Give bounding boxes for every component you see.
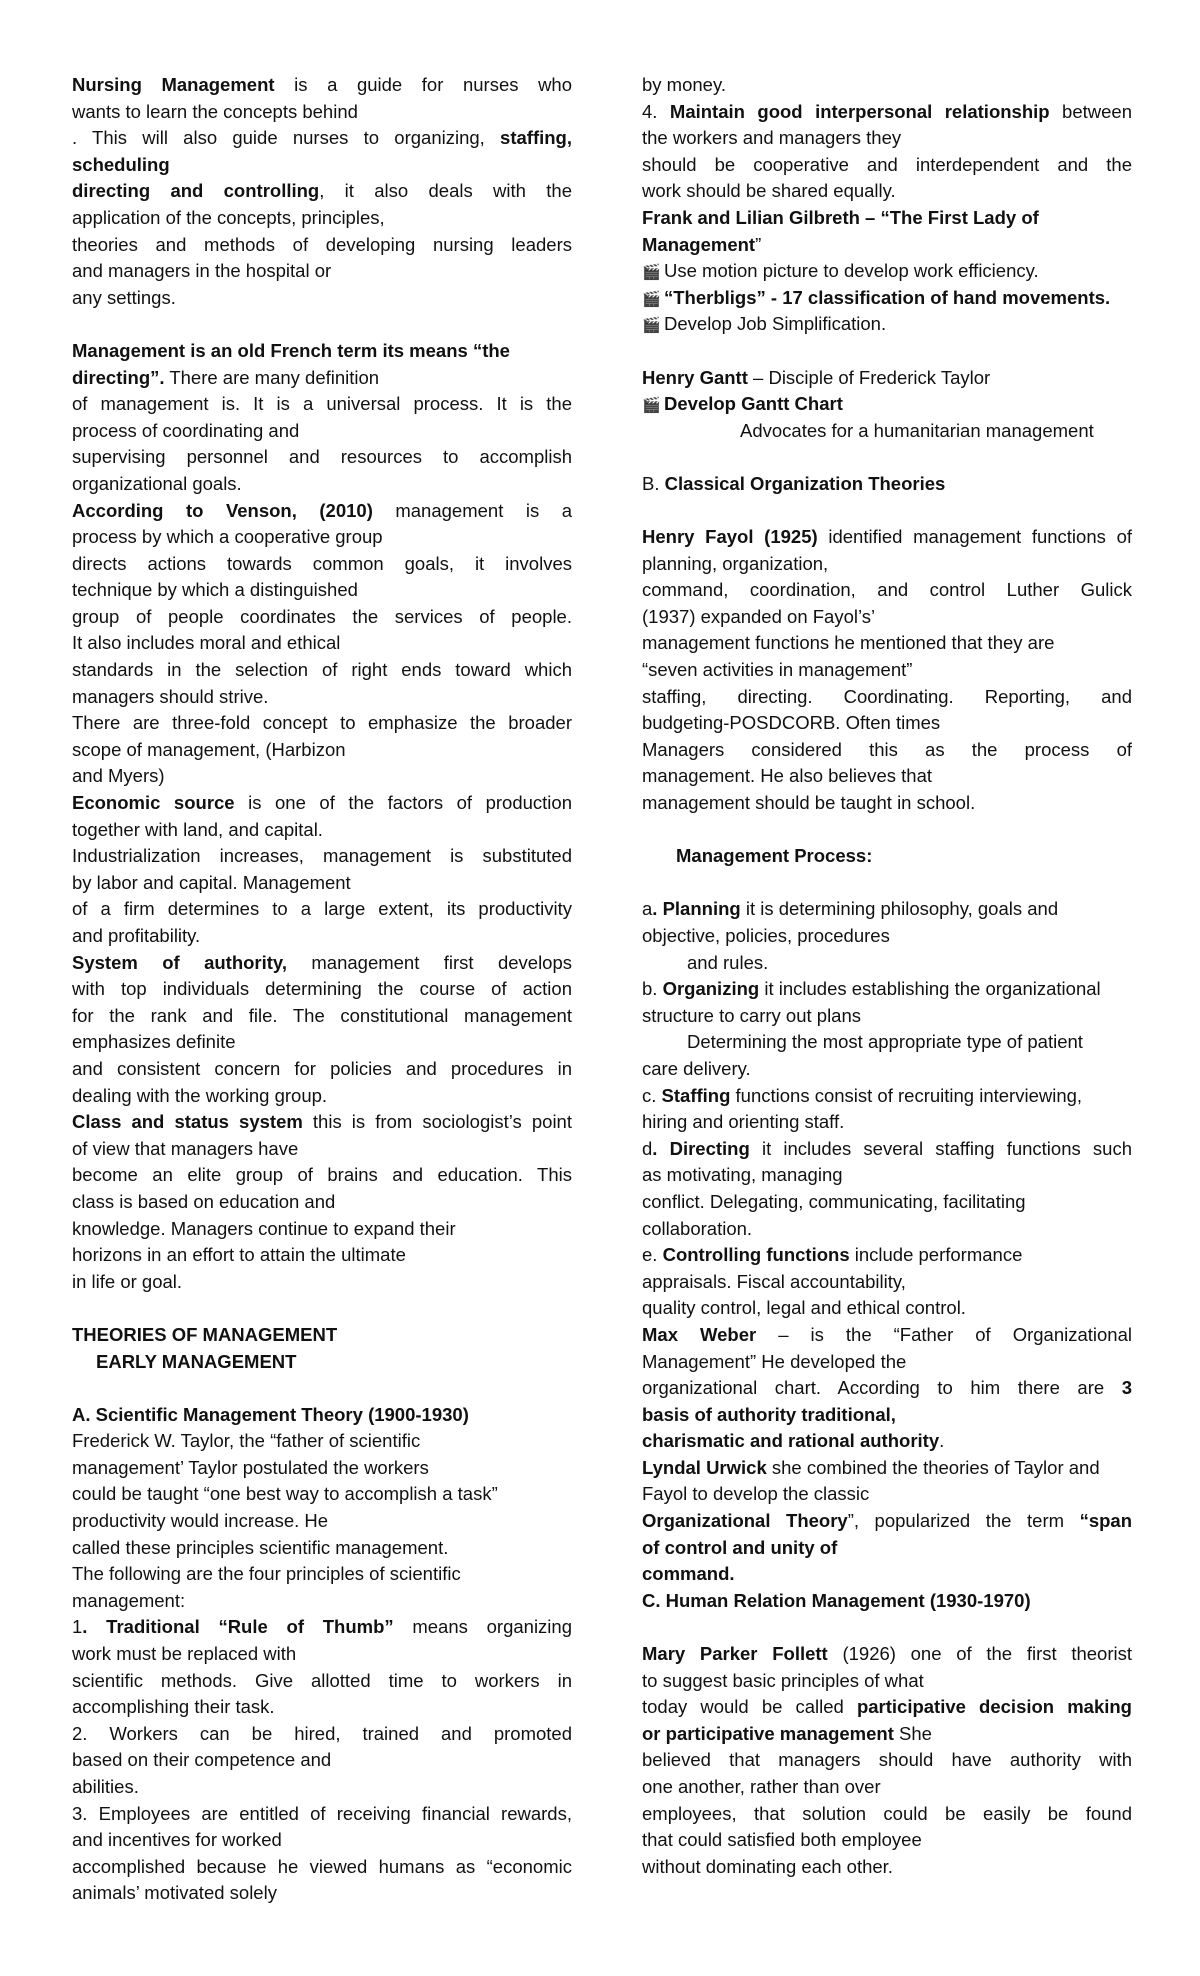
text-line: planning, organization, xyxy=(642,552,829,574)
text-line: horizons in an effort to attain the ultimate xyxy=(72,1244,406,1266)
text-line: Management Process: xyxy=(676,845,873,867)
text-line: of control and unity of xyxy=(642,1536,838,1558)
text-line: directing and controlling, it also deals with the xyxy=(72,180,572,202)
text-line: directing”. There are many definition xyxy=(72,366,380,388)
text-line: emphasizes definite xyxy=(72,1031,236,1053)
left-column xyxy=(72,72,572,1907)
text-line: and profitability. xyxy=(72,925,201,946)
text-line: knowledge. Managers continue to expand their xyxy=(72,1217,456,1239)
text-line: based on their competence and xyxy=(72,1749,332,1771)
text-line: productivity would increase. He xyxy=(72,1510,329,1532)
blank-line xyxy=(642,1614,1132,1641)
text-line: Lyndal Urwick she combined the theories of Taylor and xyxy=(642,1456,1100,1478)
text-line: . This will also guide nurses to organizing, staffing, xyxy=(72,127,572,149)
text-line: standards in the selection of right ends toward which xyxy=(72,659,572,681)
text-line: scheduling xyxy=(72,153,170,175)
text-line: charismatic and rational authority. xyxy=(642,1430,945,1452)
text-line: by labor and capital. Management xyxy=(72,871,351,893)
text-line: for the rank and file. The constitutional management xyxy=(72,1004,572,1026)
text-line: It also includes moral and ethical xyxy=(72,632,341,654)
text-line: or participative management She xyxy=(642,1722,932,1744)
text-line: supervising personnel and resources to accomplish xyxy=(72,446,572,468)
text-line: without dominating each other. xyxy=(642,1855,893,1877)
text-line: Economic source is one of the factors of production xyxy=(72,792,572,814)
text-line: of view that managers have xyxy=(72,1137,299,1159)
text-line: EARLY MANAGEMENT xyxy=(96,1350,297,1372)
text-line: Managers considered this as the process of xyxy=(642,738,1132,760)
text-line: theories and methods of developing nursing leaders xyxy=(72,233,572,255)
text-line: process of coordinating and xyxy=(72,419,300,441)
text-line: management should be taught in school. xyxy=(642,792,976,814)
blank-line xyxy=(72,1375,572,1402)
text-line: scope of management, (Harbizon xyxy=(72,738,346,760)
text-line: that could satisfied both employee xyxy=(642,1829,922,1851)
text-line: objective, policies, procedures xyxy=(642,925,890,946)
text-line: in life or goal. xyxy=(72,1270,183,1292)
text-line: The following are the four principles of scientific xyxy=(72,1563,461,1585)
text-line: 🎬 “Therbligs” - 17 classification of hand movements. xyxy=(642,286,1111,308)
text-line: Class and status system this is from sociologist’s point xyxy=(72,1111,572,1133)
text-line: Advocates for a humanitarian management xyxy=(740,419,1094,441)
text-line: management. He also believes that xyxy=(642,765,933,787)
text-line: collaboration. xyxy=(642,1217,753,1239)
text-line: employees, that solution could be easily be found xyxy=(642,1802,1132,1824)
text-line: technique by which a distinguished xyxy=(72,579,358,601)
text-line: managers should strive. xyxy=(72,685,269,707)
text-line: work must be replaced with xyxy=(72,1643,297,1665)
text-line: work should be shared equally. xyxy=(642,180,896,202)
text-line: Mary Parker Follett (1926) one of the first theorist xyxy=(642,1643,1132,1665)
text-line: Henry Gantt – Disciple of Frederick Taylor xyxy=(642,366,991,388)
text-line: THEORIES OF MANAGEMENT xyxy=(72,1323,338,1345)
text-line: a. Planning it is determining philosophy, goals and xyxy=(642,898,1059,920)
text-line: the workers and managers they xyxy=(642,127,902,149)
text-line: could be taught “one best way to accomplish a task” xyxy=(72,1483,498,1505)
blank-line xyxy=(72,1295,572,1322)
text-line: as motivating, managing xyxy=(642,1164,843,1186)
text-line: Management” He developed the xyxy=(642,1350,907,1372)
text-line: conflict. Delegating, communicating, facilitating xyxy=(642,1190,1026,1212)
text-line: Management” xyxy=(642,233,762,255)
text-line: and Myers) xyxy=(72,765,165,787)
text-line: Henry Fayol (1925) identified management functions of xyxy=(642,526,1132,548)
blank-line xyxy=(642,498,1132,525)
text-line: staffing, directing. Coordinating. Reporting, and xyxy=(642,685,1132,707)
text-line: directs actions towards common goals, it involves xyxy=(72,552,572,574)
text-line: C. Human Relation Management (1930-1970) xyxy=(642,1589,1031,1611)
text-line: to suggest basic principles of what xyxy=(642,1669,924,1691)
blank-line xyxy=(642,817,1132,844)
text-line: Industrialization increases, management is substituted xyxy=(72,845,572,867)
text-line: application of the concepts, principles, xyxy=(72,206,385,228)
text-line: by money. xyxy=(642,74,726,95)
text-line: management’ Taylor postulated the workers xyxy=(72,1456,429,1478)
text-line: believed that managers should have authority with xyxy=(642,1749,1132,1771)
text-line: According to Venson, (2010) management is a xyxy=(72,499,572,521)
text-line: should be cooperative and interdependent and the xyxy=(642,153,1132,175)
text-line: hiring and orienting staff. xyxy=(642,1111,845,1133)
text-line: animals’ motivated solely xyxy=(72,1882,277,1904)
text-line: organizational chart. According to him there are 3 xyxy=(642,1377,1132,1399)
text-line: abilities. xyxy=(72,1776,139,1797)
text-line: Determining the most appropriate type of patient xyxy=(687,1031,1083,1053)
text-line: Frederick W. Taylor, the “father of scientific xyxy=(72,1430,421,1452)
text-line: and managers in the hospital or xyxy=(72,260,332,282)
text-line: There are three-fold concept to emphasize the broader xyxy=(72,712,572,734)
text-line: basis of authority traditional, xyxy=(642,1403,896,1425)
text-line: 2. Workers can be hired, trained and promoted xyxy=(72,1722,572,1744)
text-line: scientific methods. Give allotted time to workers in xyxy=(72,1669,572,1691)
text-line: A. Scientific Management Theory (1900-1930) xyxy=(72,1403,469,1425)
text-line: management functions he mentioned that they are xyxy=(642,632,1055,654)
text-line: of management is. It is a universal process. It is the xyxy=(72,393,572,415)
text-line: of a firm determines to a large extent, its productivity xyxy=(72,898,572,920)
text-line: and rules. xyxy=(687,951,769,973)
text-line: become an elite group of brains and education. This xyxy=(72,1164,572,1186)
text-line: accomplishing their task. xyxy=(72,1696,275,1718)
text-line: c. Staffing functions consist of recruiting interviewing, xyxy=(642,1084,1083,1106)
text-line: any settings. xyxy=(72,286,176,308)
blank-line xyxy=(642,870,1132,897)
text-line: d. Directing it includes several staffing functions such xyxy=(642,1137,1132,1159)
text-line: quality control, legal and ethical control. xyxy=(642,1297,966,1319)
blank-line xyxy=(642,444,1132,471)
text-line: process by which a cooperative group xyxy=(72,526,383,548)
text-line: appraisals. Fiscal accountability, xyxy=(642,1270,906,1292)
text-line: 🎬 Develop Gantt Chart xyxy=(642,393,843,415)
blank-line xyxy=(642,338,1132,365)
text-line: 4. Maintain good interpersonal relationship between xyxy=(642,100,1132,122)
text-line: Frank and Lilian Gilbreth – “The First Lady of xyxy=(642,206,1039,228)
text-line: wants to learn the concepts behind xyxy=(72,100,358,122)
text-line: organizational goals. xyxy=(72,472,242,494)
text-line: management: xyxy=(72,1589,186,1611)
text-line: care delivery. xyxy=(642,1057,751,1079)
text-line: B. Classical Organization Theories xyxy=(642,472,946,494)
text-line: Organizational Theory”, popularized the term “span xyxy=(642,1510,1132,1532)
text-line: System of authority, management first develops xyxy=(72,951,572,973)
text-line: with top individuals determining the course of action xyxy=(72,978,572,1000)
text-line: class is based on education and xyxy=(72,1190,336,1212)
text-line: called these principles scientific management. xyxy=(72,1536,449,1558)
text-line: 🎬 Develop Job Simplification. xyxy=(642,313,887,335)
text-line: “seven activities in management” xyxy=(642,659,913,681)
text-line: and consistent concern for policies and procedures in xyxy=(72,1057,572,1079)
text-line: Max Weber – is the “Father of Organizational xyxy=(642,1323,1132,1345)
text-line: today would be called participative decision making xyxy=(642,1696,1132,1718)
text-line: command, coordination, and control Luther Gulick xyxy=(642,579,1132,601)
text-line: group of people coordinates the services of people. xyxy=(72,605,572,627)
right-column xyxy=(642,72,1132,1880)
text-line: dealing with the working group. xyxy=(72,1084,328,1106)
blank-line xyxy=(72,311,572,338)
text-line: and incentives for worked xyxy=(72,1829,282,1851)
text-line: structure to carry out plans xyxy=(642,1004,862,1026)
text-line: Fayol to develop the classic xyxy=(642,1483,870,1505)
text-line: Nursing Management is a guide for nurses who xyxy=(72,74,572,95)
text-line: 1. Traditional “Rule of Thumb” means organizing xyxy=(72,1616,572,1638)
text-line: e. Controlling functions include performance xyxy=(642,1244,1023,1266)
text-line: accomplished because he viewed humans as “economic xyxy=(72,1855,572,1877)
text-line: command. xyxy=(642,1563,735,1585)
text-line: (1937) expanded on Fayol’s’ xyxy=(642,605,876,627)
text-line: 🎬 Use motion picture to develop work efficiency. xyxy=(642,260,1039,282)
text-line: Management is an old French term its means “the xyxy=(72,339,510,361)
text-line: one another, rather than over xyxy=(642,1776,881,1797)
text-line: 3. Employees are entitled of receiving financial rewards, xyxy=(72,1802,572,1824)
text-line: b. Organizing it includes establishing the organizational xyxy=(642,978,1101,1000)
text-line: budgeting-POSDCORB. Often times xyxy=(642,712,941,734)
text-line: together with land, and capital. xyxy=(72,818,323,840)
